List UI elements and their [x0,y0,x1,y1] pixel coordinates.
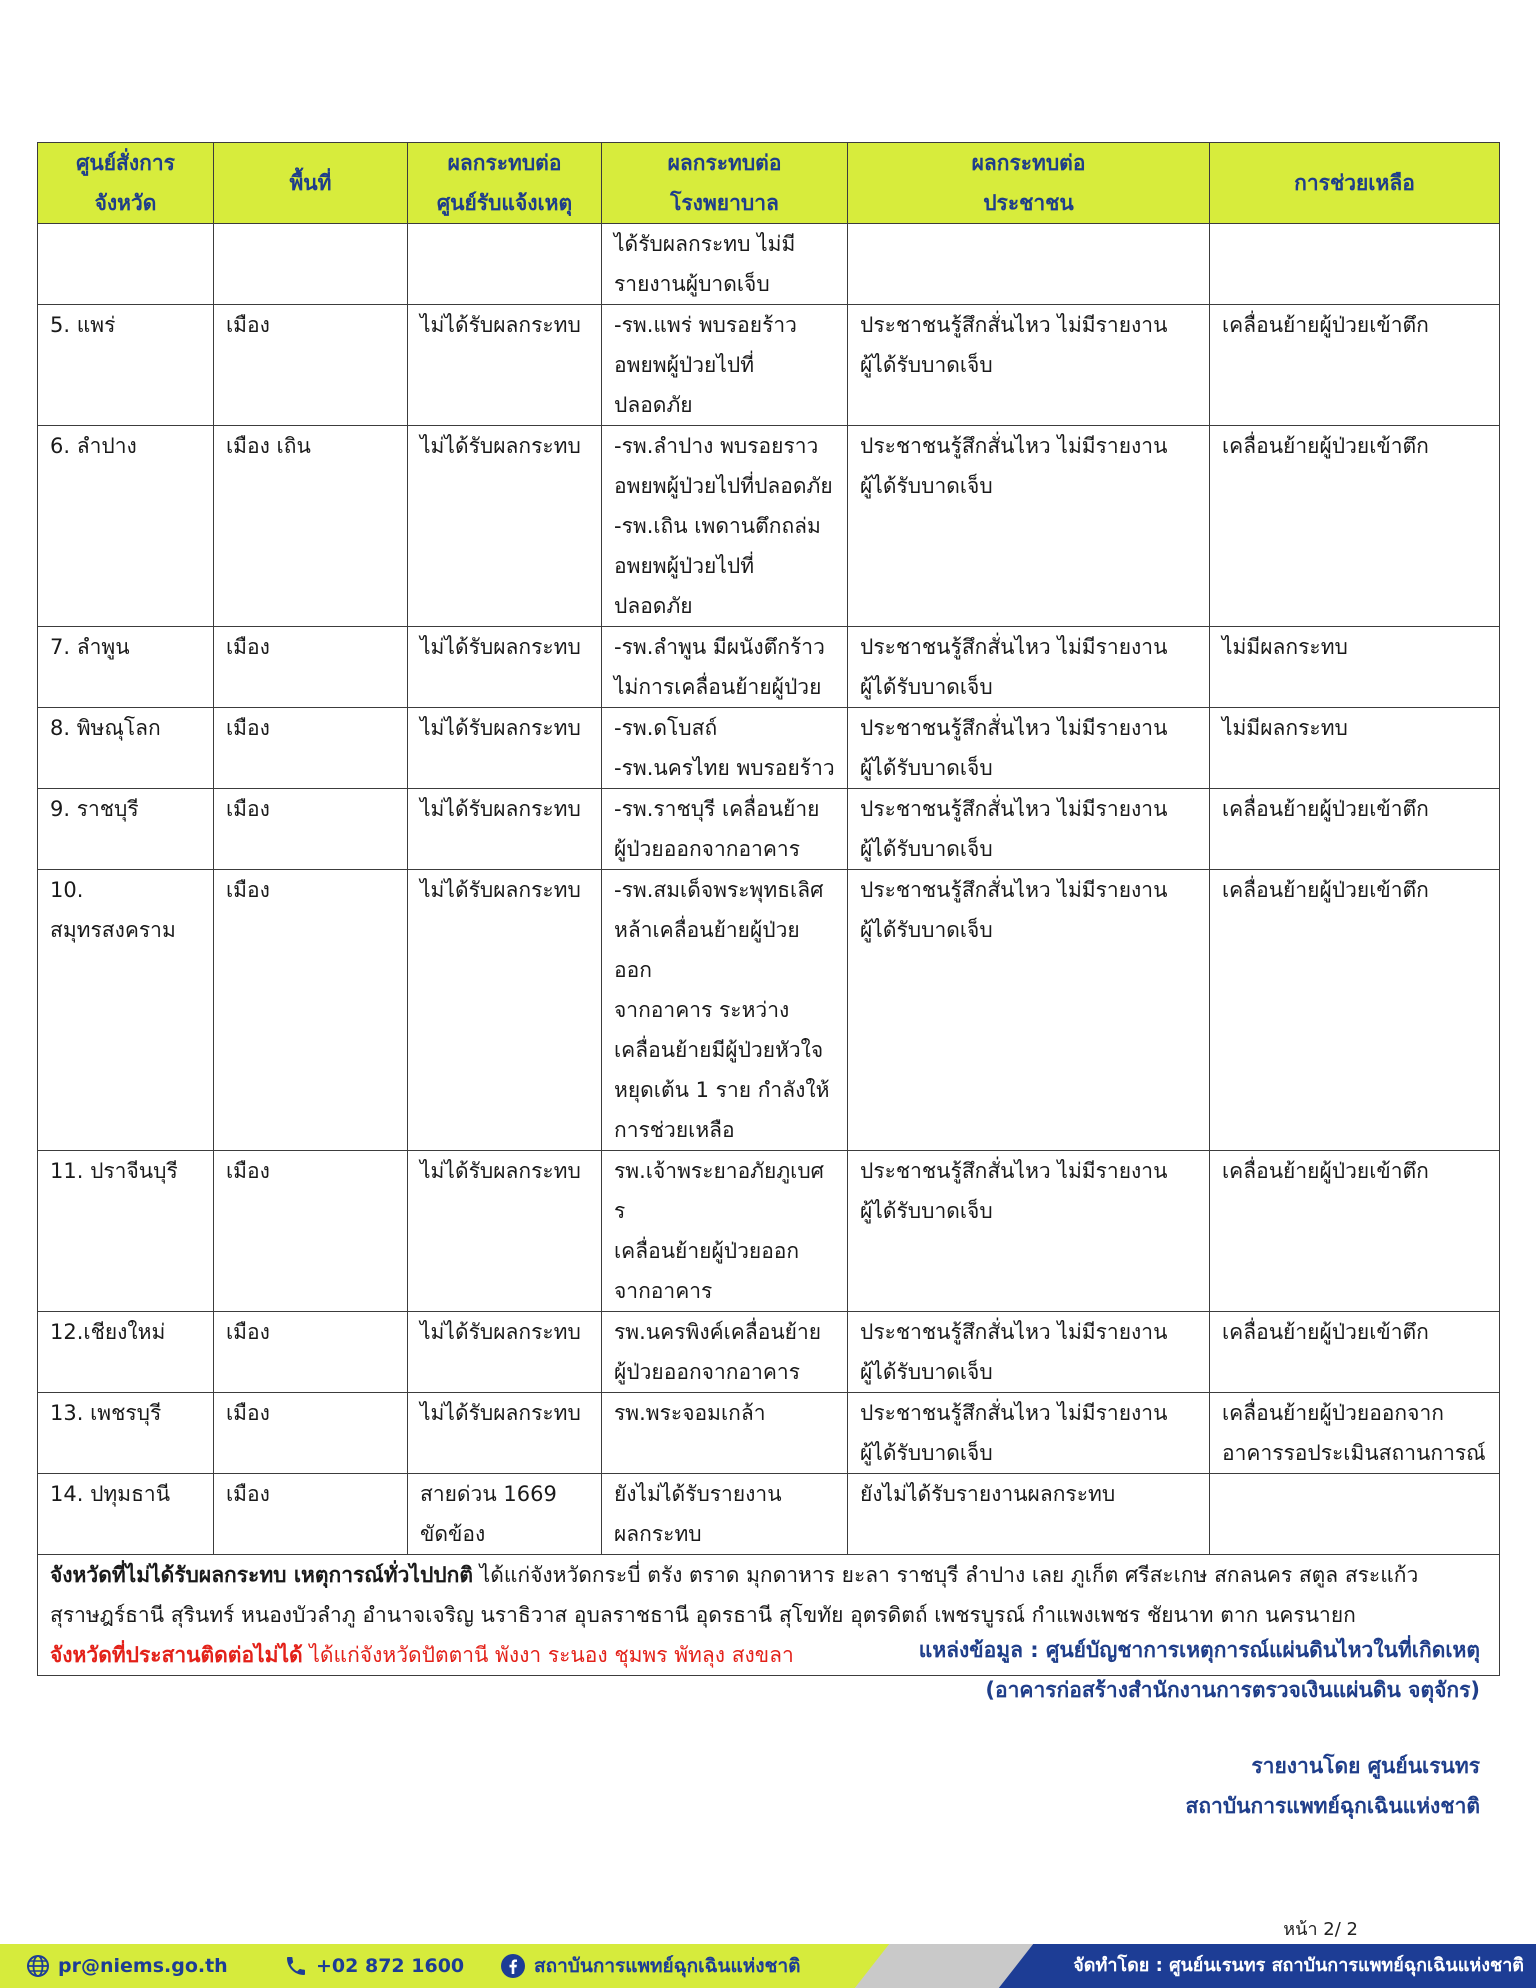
cell-assistance [1210,1474,1500,1555]
table-row [38,789,1500,870]
cell-hospital: รพ.เจ้าพระยาอภัยภูเบศร เคลื่อนย้ายผู้ป่วยออก จากอาคาร [602,1151,848,1312]
source-line-2: (อาคารก่อสร้างสำนักงานการตรวจเงินแผ่นดิน จตุจักร) [985,1678,1480,1702]
cell-province: 11. ปราจีนบุรี [38,1151,214,1312]
reporter-line-2: สถาบันการแพทย์ฉุกเฉินแห่งชาติ [1185,1794,1480,1818]
cell-assistance: เคลื่อนย้ายผู้ป่วยออกจาก อาคารรอประเมินสถานการณ์ [1210,1393,1500,1474]
cell-province: 10. สมุทรสงคราม [38,870,214,1151]
cell-province: 13. เพชรบุรี [38,1393,214,1474]
table-row [38,426,1500,627]
col-header-hospital-impact: ผลกระทบต่อ โรงพยาบาล [602,143,848,224]
cell-people [848,224,1210,305]
cell-province [38,224,214,305]
cell-center: ไม่ได้รับผลกระทบ [408,870,602,1151]
table-header-row [38,143,1500,224]
cell-center: ไม่ได้รับผลกระทบ [408,1151,602,1312]
cell-province: 8. พิษณุโลก [38,708,214,789]
footer-facebook-text: สถาบันการแพทย์ฉุกเฉินแห่งชาติ [534,1955,801,1977]
footer-producer: จัดทำโดย : ศูนย์นเรนทร สถาบันการแพทย์ฉุกเฉินแห่งชาติ [1073,1955,1524,1976]
footer-facebook[interactable] [500,1944,800,1988]
col-header-people-impact: ผลกระทบต่อ ประชาชน [848,143,1210,224]
cell-area: เมือง [214,789,408,870]
cell-hospital: -รพ.ดโบสถ์ -รพ.นครไทย พบรอยร้าว [602,708,848,789]
cell-hospital: -รพ.ลำปาง พบรอยราว อพยพผู้ป่วยไปที่ปลอดภัย -รพ.เถิน เพดานตึกถล่ม อพยพผู้ป่วยไปที่ ปลอดภัย [602,426,848,627]
data-source [919,1630,1480,1710]
cell-assistance: เคลื่อนย้ายผู้ป่วยเข้าตึก [1210,870,1500,1151]
page-number: หน้า 2/ 2 [1283,1919,1358,1940]
unaffected-provinces [50,1555,1487,1635]
cell-people: ประชาชนรู้สึกสั่นไหว ไม่มีรายงาน ผู้ได้รับบาดเจ็บ [848,1393,1210,1474]
cell-people: ยังไม่ได้รับรายงานผลกระทบ [848,1474,1210,1555]
impact-table [37,142,1500,1676]
cell-center: ไม่ได้รับผลกระทบ [408,789,602,870]
cell-hospital: รพ.พระจอมเกล้า [602,1393,848,1474]
col-header-province-center: ศูนย์สั่งการ จังหวัด [38,143,214,224]
cell-people: ประชาชนรู้สึกสั่นไหว ไม่มีรายงาน ผู้ได้รับบาดเจ็บ [848,789,1210,870]
cell-hospital: -รพ.ราชบุรี เคลื่อนย้าย ผู้ป่วยออกจากอาคาร [602,789,848,870]
table-row [38,1474,1500,1555]
table-row [38,708,1500,789]
footer-email-text: pr@niems.go.th [58,1955,228,1977]
cell-hospital: -รพ.สมเด็จพระพุทธเลิศ หล้าเคลื่อนย้ายผู้ป่วยออก จากอาคาร ระหว่าง เคลื่อนย้ายมีผู้ป่วยหัวใจ หยุดเต้น 1 ราย กำลังให้ การช่วยเหลือ [602,870,848,1151]
cell-center: ไม่ได้รับผลกระทบ [408,426,602,627]
cell-area: เมือง [214,708,408,789]
cell-province: 9. ราชบุรี [38,789,214,870]
unreachable-list: ได้แก่จังหวัดปัตตานี พังงา ระนอง ชุมพร พัทลุง สงขลา [309,1643,794,1667]
unreachable-label: จังหวัดที่ประสานติดต่อไม่ได้ [50,1643,303,1667]
table-row [38,870,1500,1151]
cell-assistance: เคลื่อนย้ายผู้ป่วยเข้าตึก [1210,789,1500,870]
footer-phone[interactable] [284,1944,464,1988]
cell-area [214,224,408,305]
cell-area: เมือง เถิน [214,426,408,627]
cell-assistance: ไม่มีผลกระทบ [1210,627,1500,708]
footer-phone-text: +02 872 1600 [316,1955,465,1977]
table-row [38,1393,1500,1474]
cell-area: เมือง [214,1151,408,1312]
cell-area: เมือง [214,305,408,426]
col-header-center-impact: ผลกระทบต่อ ศูนย์รับแจ้งเหตุ [408,143,602,224]
cell-assistance [1210,224,1500,305]
cell-hospital: -รพ.แพร่ พบรอยร้าว อพยพผู้ป่วยไปที่ ปลอดภัย [602,305,848,426]
cell-area: เมือง [214,870,408,1151]
cell-hospital: -รพ.ลำพูน มีผนังตึกร้าว ไม่การเคลื่อนย้ายผู้ป่วย [602,627,848,708]
cell-center: ไม่ได้รับผลกระทบ [408,305,602,426]
cell-center: ไม่ได้รับผลกระทบ [408,627,602,708]
cell-area: เมือง [214,1393,408,1474]
cell-assistance: ไม่มีผลกระทบ [1210,708,1500,789]
table-row [38,1151,1500,1312]
cell-center: สายด่วน 1669 ขัดข้อง [408,1474,602,1555]
cell-province: 6. ลำปาง [38,426,214,627]
cell-people: ประชาชนรู้สึกสั่นไหว ไม่มีรายงาน ผู้ได้รับบาดเจ็บ [848,870,1210,1151]
cell-province: 5. แพร่ [38,305,214,426]
footer-email[interactable] [26,1944,228,1988]
cell-area: เมือง [214,1312,408,1393]
cell-people: ประชาชนรู้สึกสั่นไหว ไม่มีรายงาน ผู้ได้รับบาดเจ็บ [848,1151,1210,1312]
unaffected-list: ได้แก่จังหวัดกระบี่ ตรัง ตราด มุกดาหาร ยะลา ราชบุรี ลำปาง เลย ภูเก็ต ศรีสะเกษ สกลนคร สตูล สระแก้ว สุราษฎร์ธานี สุรินทร์ หนองบัวลำภู อำนาจเจริญ นราธิวาส อุบลราชธานี อุดรธานี สุโขทัย อุตรดิตถ์ เพชรบูรณ์ กำแพงเพชร ชัยนาท ตาก นครนายก [50,1563,1419,1627]
cell-people: ประชาชนรู้สึกสั่นไหว ไม่มีรายงาน ผู้ได้รับบาดเจ็บ [848,1312,1210,1393]
cell-center [408,224,602,305]
cell-people: ประชาชนรู้สึกสั่นไหว ไม่มีรายงาน ผู้ได้รับบาดเจ็บ [848,627,1210,708]
cell-hospital: ได้รับผลกระทบ ไม่มี รายงานผู้บาดเจ็บ [602,224,848,305]
table-row [38,1312,1500,1393]
cell-assistance: เคลื่อนย้ายผู้ป่วยเข้าตึก [1210,1312,1500,1393]
cell-center: ไม่ได้รับผลกระทบ [408,708,602,789]
cell-people: ประชาชนรู้สึกสั่นไหว ไม่มีรายงาน ผู้ได้รับบาดเจ็บ [848,708,1210,789]
cell-assistance: เคลื่อนย้ายผู้ป่วยเข้าตึก [1210,305,1500,426]
cell-hospital: รพ.นครพิงค์เคลื่อนย้าย ผู้ป่วยออกจากอาคาร [602,1312,848,1393]
cell-hospital: ยังไม่ได้รับรายงาน ผลกระทบ [602,1474,848,1555]
globe-icon [26,1954,50,1978]
cell-province: 7. ลำพูน [38,627,214,708]
cell-center: ไม่ได้รับผลกระทบ [408,1312,602,1393]
cell-assistance: เคลื่อนย้ายผู้ป่วยเข้าตึก [1210,426,1500,627]
reporter-line-1: รายงานโดย ศูนย์นเรนทร [1251,1754,1480,1778]
cell-area: เมือง [214,1474,408,1555]
source-line-1: แหล่งข้อมูล : ศูนย์บัญชาการเหตุการณ์แผ่นดินไหวในที่เกิดเหตุ [918,1638,1480,1662]
facebook-icon [500,1953,526,1979]
cell-assistance: เคลื่อนย้ายผู้ป่วยเข้าตึก [1210,1151,1500,1312]
table-row [38,305,1500,426]
col-header-area: พื้นที่ [214,143,408,224]
reporter-signature [1186,1746,1481,1826]
cell-people: ประชาชนรู้สึกสั่นไหว ไม่มีรายงาน ผู้ได้รับบาดเจ็บ [848,426,1210,627]
footer-bar [0,1944,1536,1988]
cell-people: ประชาชนรู้สึกสั่นไหว ไม่มีรายงาน ผู้ได้รับบาดเจ็บ [848,305,1210,426]
table-row [38,627,1500,708]
unaffected-label: จังหวัดที่ไม่ได้รับผลกระทบ เหตุการณ์ทั่วไปปกติ [50,1563,473,1587]
phone-icon [284,1954,308,1978]
cell-center: ไม่ได้รับผลกระทบ [408,1393,602,1474]
cell-area: เมือง [214,627,408,708]
col-header-assistance: การช่วยเหลือ [1210,143,1500,224]
table-row-continuation [38,224,1500,305]
cell-province: 14. ปทุมธานี [38,1474,214,1555]
cell-province: 12.เชียงใหม่ [38,1312,214,1393]
